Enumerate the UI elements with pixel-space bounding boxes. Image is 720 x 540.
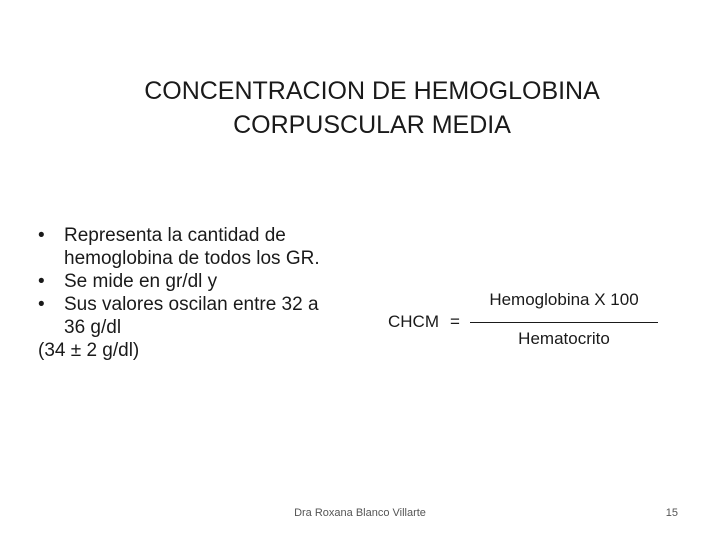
- bullet-text-line: Sus valores oscilan entre 32 a: [64, 294, 319, 315]
- slide-title-line-2: CORPUSCULAR MEDIA: [233, 111, 511, 139]
- slide-title: [0, 74, 720, 142]
- bullet-marker: •: [38, 271, 45, 292]
- bullet-item-definition: [38, 224, 378, 270]
- bullet-marker: •: [38, 294, 45, 315]
- fraction-bar: [470, 322, 658, 323]
- bullet-item-units: [38, 270, 378, 293]
- slide-title-line-1: CONCENTRACION DE HEMOGLOBINA: [144, 77, 600, 105]
- bullet-marker: •: [38, 225, 45, 246]
- bullet-list: [38, 224, 378, 362]
- chcm-formula: [388, 288, 668, 352]
- bullet-text-line: hemoglobina de todos los GR.: [64, 248, 320, 269]
- formula-lhs: CHCM: [388, 312, 439, 331]
- reference-value: (34 ± 2 g/dl): [38, 340, 140, 361]
- formula-numerator: Hemoglobina X 100: [489, 290, 639, 309]
- formula-denominator: Hematocrito: [518, 329, 610, 348]
- bullet-text-line: Representa la cantidad de: [64, 225, 286, 246]
- slide-number: 15: [665, 507, 678, 519]
- bullet-item-range: [38, 293, 378, 339]
- bullet-text-line: Se mide en gr/dl y: [64, 271, 218, 292]
- footer-author: Dra Roxana Blanco Villarte: [294, 507, 426, 519]
- bullet-text-line: 36 g/dl: [64, 317, 122, 338]
- formula-equals-sign: =: [450, 312, 460, 331]
